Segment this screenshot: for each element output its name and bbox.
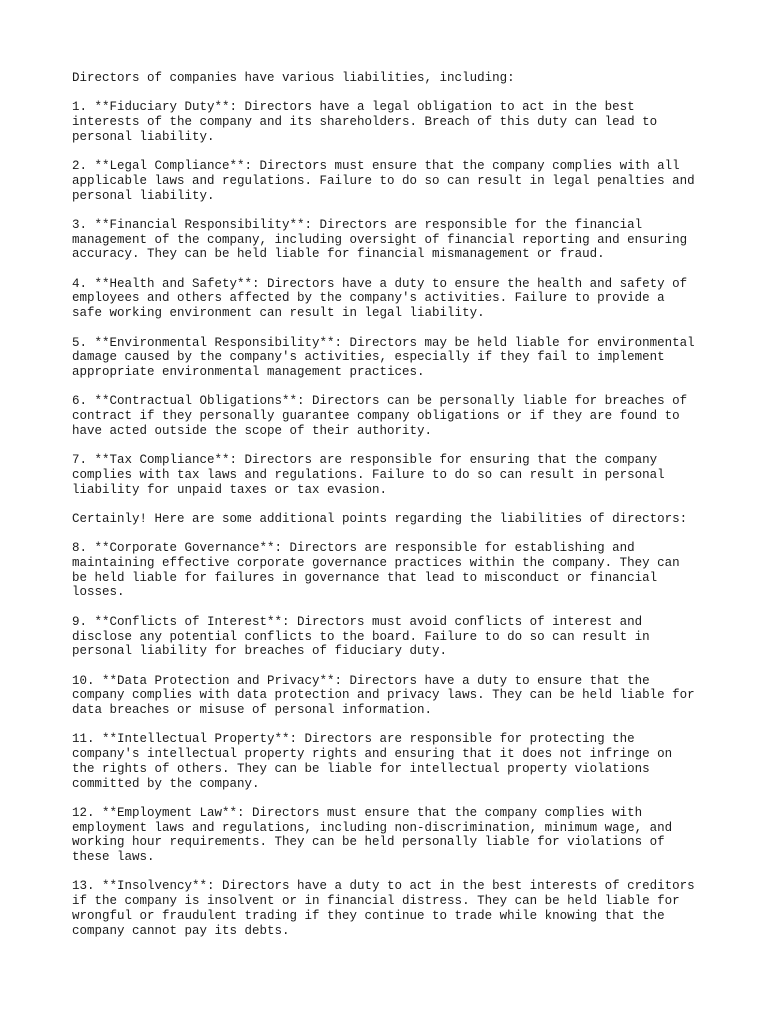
list-item: 7. **Tax Compliance**: Directors are responsible for ensuring that the company complies with tax laws and regulations. Failure to do so can result in personal liability for unpaid taxes or tax evasion. bbox=[72, 453, 665, 497]
list-item: 8. **Corporate Governance**: Directors are responsible for establishing and maintaining effective corporate governance practices within the company. They can be held liable for failures in governance that lead to misconduct or financial losses. bbox=[72, 541, 680, 600]
list-item: 2. **Legal Compliance**: Directors must ensure that the company complies with all applicable laws and regulations. Failure to do so can result in legal penalties and personal liability. bbox=[72, 159, 695, 203]
list-item: 11. **Intellectual Property**: Directors are responsible for protecting the company's intellectual property rights and ensuring that it does not infringe on the rights of others. They can be liable for intellectual property violations committed by the company. bbox=[72, 732, 673, 791]
list-item: 12. **Employment Law**: Directors must ensure that the company complies with employment laws and regulations, including non-discrimination, minimum wage, and working hour requirements. They can be held personally liable for violations of these laws. bbox=[72, 805, 673, 865]
list-item: 9. **Conflicts of Interest**: Directors must avoid conflicts of interest and disclose any potential conflicts to the board. Failure to do so can result in personal liability for breaches of fiduciary duty. bbox=[72, 614, 650, 659]
intro-paragraph: Directors of companies have various liabilities, including: bbox=[72, 71, 515, 85]
list-item: 5. **Environmental Responsibility**: Directors may be held liable for environmental damage caused by the company's activities, especially if they fail to implement appropriate environmental management practices. bbox=[72, 335, 695, 379]
list-item: 10. **Data Protection and Privacy**: Directors have a duty to ensure that the company complies with data protection and privacy laws. They can be held liable for data breaches or misuse of personal information. bbox=[72, 673, 695, 718]
list-item: 13. **Insolvency**: Directors have a duty to act in the best interests of creditors if the company is insolvent or in financial distress. They can be held liable for wrongful or fraudulent trading if they continue to trade while knowing that the company cannot pay its debts. bbox=[72, 879, 695, 938]
list-item: 3. **Financial Responsibility**: Directors are responsible for the financial management of the company, including oversight of financial reporting and ensuring accuracy. They can be held liable for financial mismanagement or fraud. bbox=[72, 217, 688, 262]
document-page bbox=[72, 71, 712, 953]
list-item: 4. **Health and Safety**: Directors have a duty to ensure the health and safety of employees and others affected by the company's activities. Failure to provide a safe working environment can result in legal liability. bbox=[72, 276, 688, 321]
list-item: 1. **Fiduciary Duty**: Directors have a legal obligation to act in the best interests of the company and its shareholders. Breach of this duty can lead to personal liability. bbox=[72, 100, 658, 144]
transition-paragraph: Certainly! Here are some additional points regarding the liabilities of directors: bbox=[72, 511, 688, 526]
list-item: 6. **Contractual Obligations**: Directors can be personally liable for breaches of contract if they personally guarantee company obligations or if they are found to have acted outside the scope of their authority. bbox=[72, 394, 688, 438]
